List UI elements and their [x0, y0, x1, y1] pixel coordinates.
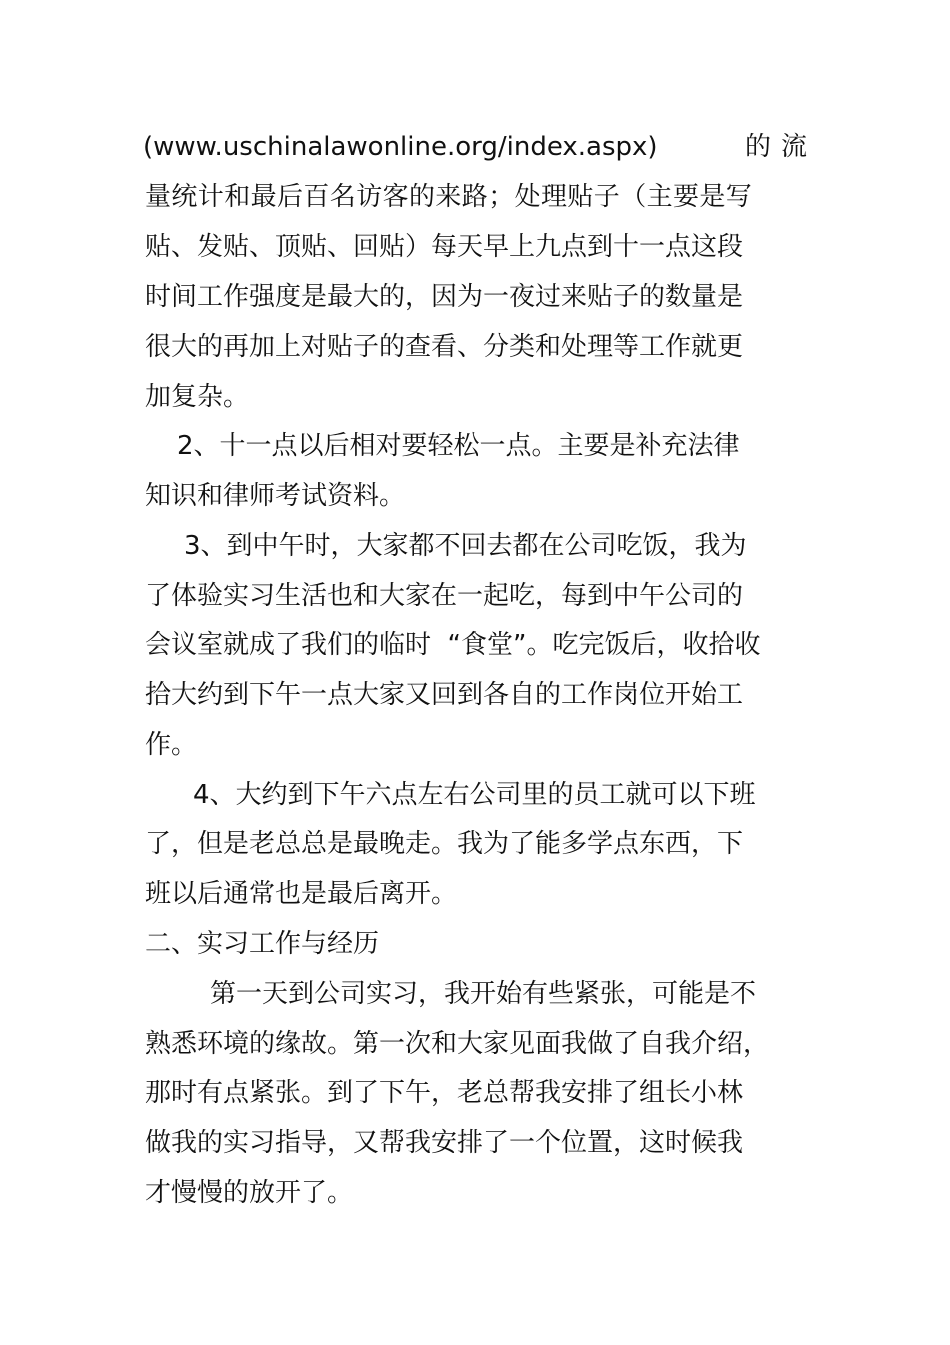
paragraph-line: 知识和律师考试资料。 [145, 481, 406, 511]
paragraph-line-url [143, 130, 817, 164]
paragraph-line: 熟悉环境的缘故。第一次和大家见面我做了自我介绍， [145, 1029, 770, 1059]
section-heading: 二、实习工作与经历 [145, 929, 380, 959]
url-line-tail: 的流 [744, 132, 817, 162]
paragraph-line: 量统计和最后百名访客的来路；处理贴子（主要是写 [145, 182, 753, 212]
paragraph-line: 加复杂。 [145, 382, 250, 412]
paragraph-line-item-4: 4、大约到下午六点左右公司里的员工就可以下班 [193, 780, 756, 810]
paragraph-line-item-2: 2、十一点以后相对要轻松一点。主要是补充法律 [177, 431, 740, 461]
paragraph-line: 那时有点紧张。到了下午，老总帮我安排了组长小林 [145, 1078, 744, 1108]
paragraph-line-indented: 第一天到公司实习，我开始有些紧张，可能是不 [210, 979, 757, 1009]
paragraph-line: 很大的再加上对贴子的查看、分类和处理等工作就更 [145, 332, 744, 362]
paragraph-line: 会议室就成了我们的临时 “食堂”。吃完饭后，收拾收 [145, 630, 761, 660]
paragraph-line: 贴、发贴、顶贴、回贴）每天早上九点到十一点这段 [145, 232, 744, 262]
paragraph-line: 作。 [145, 730, 198, 760]
paragraph-line: 拾大约到下午一点大家又回到各自的工作岗位开始工 [145, 680, 744, 710]
paragraph-line: 了，但是老总总是最晚走。我为了能多学点东西，下 [145, 829, 744, 859]
paragraph-line: 了体验实习生活也和大家在一起吃，每到中午公司的 [145, 581, 744, 611]
paragraph-line: 才慢慢的放开了。 [145, 1178, 354, 1208]
paragraph-line: 时间工作强度是最大的，因为一夜过来贴子的数量是 [145, 282, 744, 312]
url-text: (www.uschinalawonline.org/index.aspx) [143, 132, 658, 162]
paragraph-line-item-3: 3、到中午时，大家都不回去都在公司吃饭，我为 [184, 531, 747, 561]
paragraph-line: 做我的实习指导，又帮我安排了一个位置，这时候我 [145, 1128, 744, 1158]
paragraph-line: 班以后通常也是最后离开。 [145, 879, 458, 909]
